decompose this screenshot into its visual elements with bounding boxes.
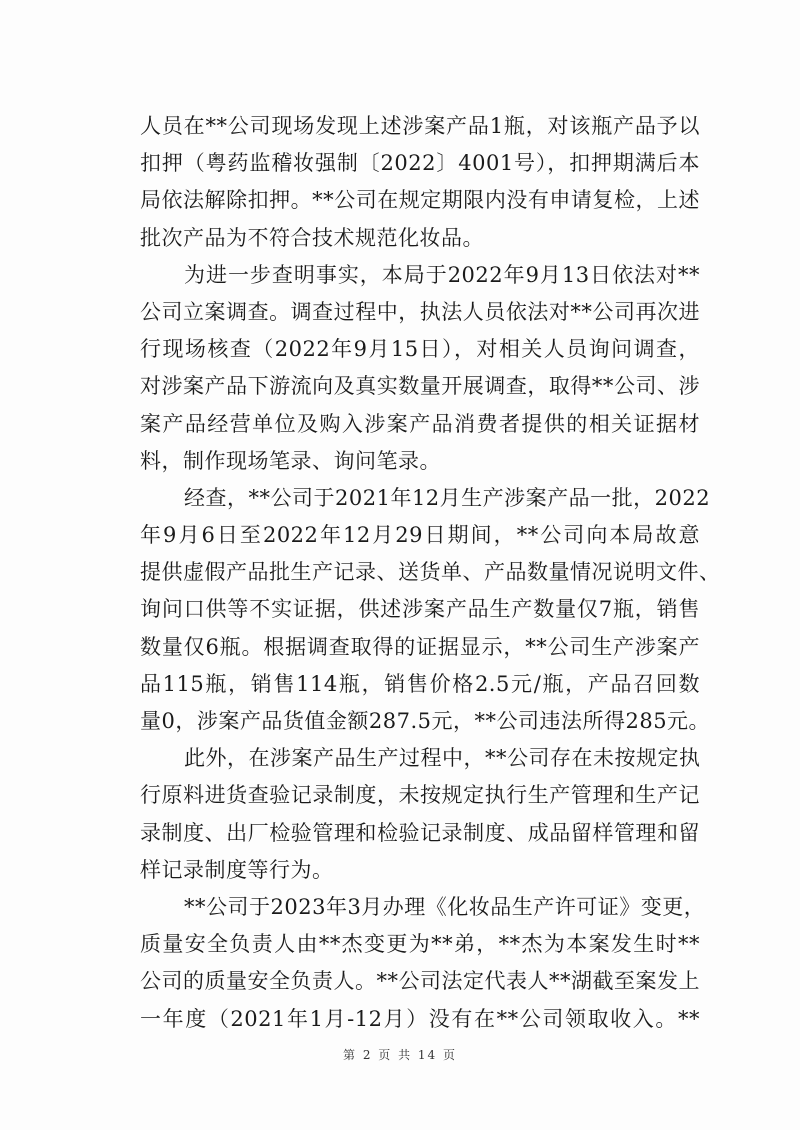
text-line: 公司立案调查。调查过程中，执法人员依法对**公司再次进 [140, 299, 700, 324]
text-line: 品115瓶，销售114瓶，销售价格2.5元/瓶，产品召回数 [140, 671, 700, 696]
text-line: 对涉案产品下游流向及真实数量开展调查，取得**公司、涉 [140, 374, 700, 399]
text-line: 批次产品为不符合技术规范化妆品。 [140, 225, 484, 250]
text-line: 量0，涉案产品货值金额287.5元，**公司违法所得285元。 [140, 709, 711, 733]
text-line: 询问口供等不实证据，供述涉案产品生产数量仅7瓶，销售 [140, 597, 700, 622]
text-line: 质量安全负责人由**杰变更为**弟，**杰为本案发生时** [140, 932, 700, 957]
paragraph-5 [140, 889, 706, 1038]
text-line: 行原料进货查验记录制度，未按规定执行生产管理和生产记 [140, 783, 700, 808]
text-line: 一年度（2021年1月-12月）没有在**公司领取收入。** [140, 1006, 700, 1031]
paragraph-2 [140, 257, 700, 480]
page-number-footer: 第 2 页 共 14 页 [343, 1048, 457, 1062]
document-body [140, 108, 721, 1038]
text-line: 人员在**公司现场发现上述涉案产品1瓶，对该瓶产品予以 [140, 114, 700, 138]
paragraph-3 [140, 480, 721, 740]
text-line: 录制度、出厂检验管理和检验记录制度、成品留样管理和留 [140, 820, 700, 845]
text-line: 年9月6日至2022年12月29日期间，**公司向本局故意 [140, 523, 700, 548]
text-line: 扣押（粤药监稽妆强制〔2022〕4001号），扣押期满后本 [140, 151, 700, 176]
text-line: 为进一步查明事实，本局于2022年9月13日依法对** [184, 262, 700, 287]
text-line: 数量仅6瓶。根据调查取得的证据显示，**公司生产涉案产 [140, 634, 700, 659]
text-line: 样记录制度等行为。 [140, 857, 334, 882]
text-line: 公司的质量安全负责人。**公司法定代表人**湖截至案发上 [140, 969, 700, 994]
text-line: 此外，在涉案产品生产过程中，**公司存在未按规定执 [184, 746, 701, 771]
text-line: 提供虚假产品批生产记录、送货单、产品数量情况说明文件、 [140, 560, 721, 585]
text-line: 局依法解除扣押。**公司在规定期限内没有申请复检，上述 [140, 188, 700, 213]
text-line: 行现场核查（2022年9月15日），对相关人员询问调查， [140, 337, 700, 362]
text-line: **公司于2023年3月办理《化妆品生产许可证》变更， [184, 894, 706, 919]
text-line: 料，制作现场笔录、询问笔录。 [140, 448, 441, 473]
text-line: 经查，**公司于2021年12月生产涉案产品一批，2022 [184, 485, 711, 510]
paragraph-4 [140, 740, 700, 889]
paragraph-1 [140, 108, 700, 257]
text-line: 案产品经营单位及购入涉案产品消费者提供的相关证据材 [140, 411, 700, 436]
